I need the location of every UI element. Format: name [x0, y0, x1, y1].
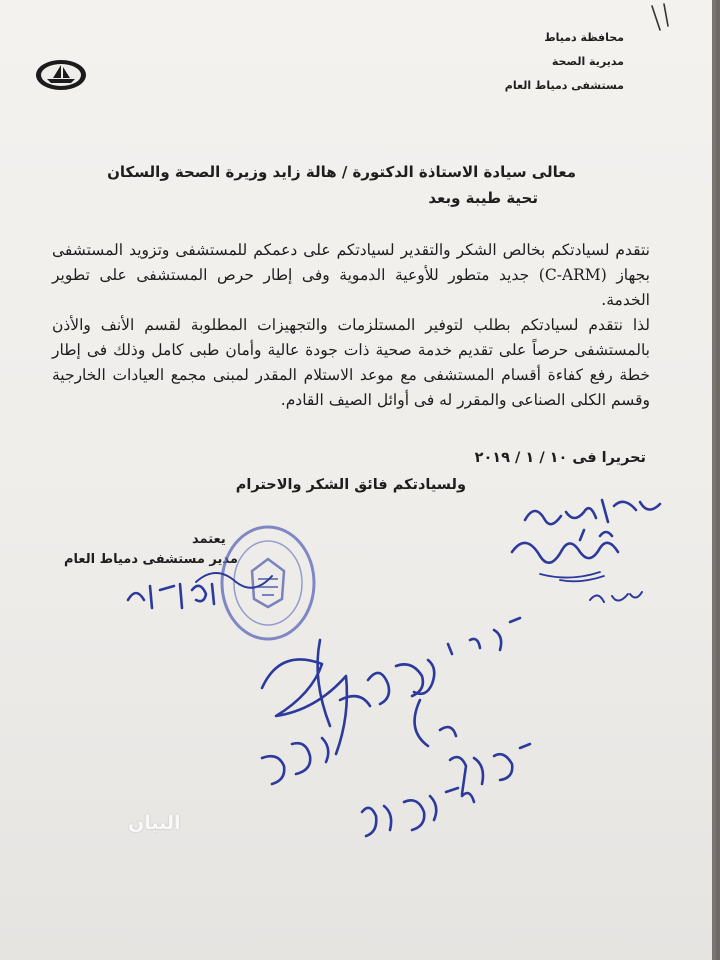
letter-body — [52, 238, 650, 413]
header-hospital: مستشفى دمياط العام — [504, 79, 624, 92]
header-governorate: محافظة دمياط — [544, 31, 624, 44]
official-stamp — [218, 523, 318, 647]
director-title: مدير مستشفى دمياط العام — [64, 552, 238, 567]
body-paragraph-2: لذا نتقدم لسيادتكم بطلب لتوفير المستلزمات والتجهيزات المطلوبة لقسم الأنف والأذن بالمستشفى حرصاً على تقديم خدمة صحية ذات جودة عالية وأمان طبى كامل وذلك فى إطار خطة رفع كفاءة أقسام المستشفى مع موعد الاستلام المقدر لمبنى مجمع العيادات الخارجية وقسم الكلى الصناعى والمقرر له فى أوائل الصيف القادم. — [52, 316, 650, 409]
body-paragraph-1: نتقدم لسيادتكم بخالص الشكر والتقدير لسيادتكم على دعمكم للمستشفى وتزويد المستشفى بجهاز (C-ARM) جديد متطور للأوعية الدموية وفى إطار حرص المستشفى على تطوير الخدمة. — [52, 241, 650, 309]
date-line: تحريرا فى ١٠ / ١ / ٢٠١٩ — [474, 450, 646, 466]
source-watermark: البيان — [128, 812, 181, 834]
approval-label: يعتمد — [192, 532, 226, 547]
ship-logo-icon — [34, 58, 88, 96]
closing-line: ولسيادتكم فائق الشكر والاحترام — [235, 477, 466, 493]
addressee-line: معالى سيادة الاستاذة الدكتورة / هالة زايد وزيرة الصحة والسكان — [107, 163, 576, 181]
header-directorate: مديرية الصحة — [551, 55, 624, 68]
page-edge — [712, 0, 716, 960]
greeting-line: تحية طيبة وبعد — [428, 189, 538, 207]
